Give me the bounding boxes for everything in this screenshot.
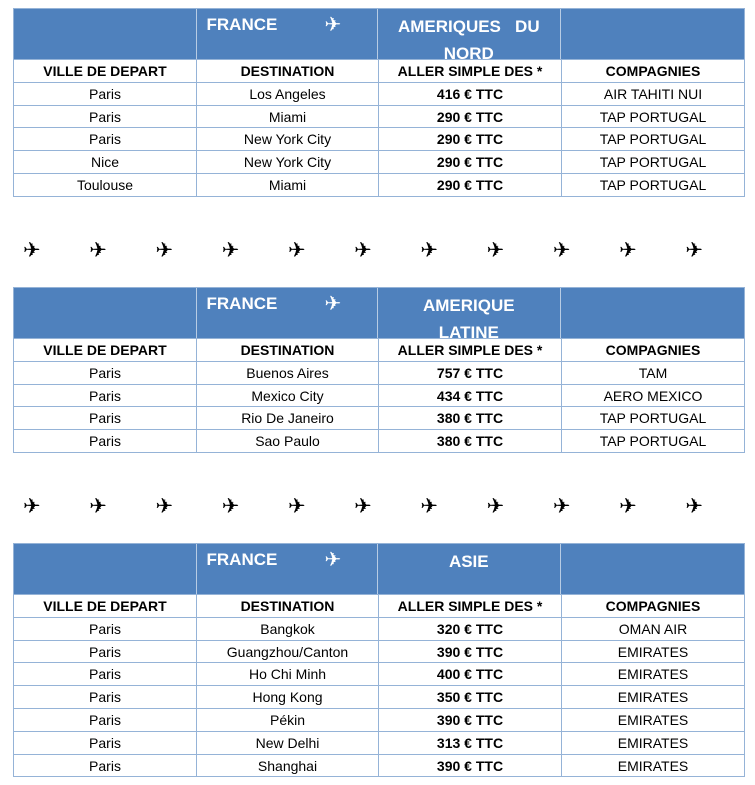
plane-icon: ✈ bbox=[685, 495, 703, 518]
table-asia bbox=[13, 543, 745, 777]
column-header-row bbox=[13, 595, 745, 618]
col-company: COMPAGNIES bbox=[561, 595, 745, 617]
plane-icon: ✈ bbox=[221, 495, 240, 518]
plane-icon: ✈ bbox=[420, 495, 439, 518]
plane-icon: ✈ bbox=[89, 495, 107, 518]
table-header bbox=[13, 8, 745, 63]
table-row: Paris Miami 290 € TTC TAP PORTUGAL bbox=[13, 106, 745, 129]
plane-icon: ✈ bbox=[420, 239, 439, 262]
region-label: AMERIQUES DU NORD bbox=[378, 9, 561, 59]
col-price: ALLER SIMPLE DES * bbox=[378, 595, 561, 617]
table-row: Paris Pékin 390 € TTC EMIRATES bbox=[13, 709, 745, 732]
origin-label: FRANCE bbox=[206, 294, 278, 313]
table-row: Paris Ho Chi Minh 400 € TTC EMIRATES bbox=[13, 663, 745, 686]
plane-icon: ✈ bbox=[685, 239, 703, 262]
plane-icon: ✈ bbox=[619, 239, 637, 262]
table-row: Paris New York City 290 € TTC TAP PORTUGAL bbox=[13, 128, 745, 151]
table-row: Paris Los Angeles 416 € TTC AIR TAHITI NUI bbox=[13, 83, 745, 106]
col-depart: VILLE DE DEPART bbox=[13, 60, 196, 82]
origin-label: FRANCE bbox=[206, 15, 278, 34]
plane-icon: ✈ bbox=[221, 239, 240, 262]
region-label: AMERIQUE LATINE bbox=[378, 288, 561, 338]
table-row: Paris Sao Paulo 380 € TTC TAP PORTUGAL bbox=[13, 430, 745, 453]
plane-icon: ✈ bbox=[354, 239, 372, 262]
plane-icon: ✈ bbox=[552, 239, 571, 262]
col-company: COMPAGNIES bbox=[561, 60, 745, 82]
table-row: Toulouse Miami 290 € TTC TAP PORTUGAL bbox=[13, 174, 745, 197]
column-header-row bbox=[13, 339, 745, 362]
table-latin-america bbox=[13, 287, 745, 453]
col-price: ALLER SIMPLE DES * bbox=[378, 60, 561, 82]
table-row: Paris Hong Kong 350 € TTC EMIRATES bbox=[13, 686, 745, 709]
col-destination: DESTINATION bbox=[196, 339, 378, 361]
plane-icon: ✈ bbox=[287, 495, 306, 518]
col-depart: VILLE DE DEPART bbox=[13, 339, 196, 361]
plane-icon: ✈ bbox=[486, 239, 505, 262]
table-header bbox=[13, 543, 745, 595]
plane-icon: ✈ bbox=[324, 14, 342, 36]
col-destination: DESTINATION bbox=[196, 60, 378, 82]
col-price: ALLER SIMPLE DES * bbox=[378, 339, 561, 361]
table-row: Paris Buenos Aires 757 € TTC TAM bbox=[13, 362, 745, 385]
region-label: ASIE bbox=[378, 544, 561, 594]
plane-icon: ✈ bbox=[354, 495, 372, 518]
plane-divider bbox=[23, 494, 703, 519]
table-row: Paris Bangkok 320 € TTC OMAN AIR bbox=[13, 618, 745, 641]
table-row: Paris Rio De Janeiro 380 € TTC TAP PORTUGAL bbox=[13, 407, 745, 430]
table-row: Paris Guangzhou/Canton 390 € TTC EMIRATES bbox=[13, 641, 745, 664]
col-depart: VILLE DE DEPART bbox=[13, 595, 196, 617]
plane-icon: ✈ bbox=[155, 495, 174, 518]
plane-icon: ✈ bbox=[23, 495, 41, 518]
plane-icon: ✈ bbox=[287, 239, 306, 262]
plane-icon: ✈ bbox=[486, 495, 505, 518]
plane-icon: ✈ bbox=[23, 239, 41, 262]
plane-icon: ✈ bbox=[552, 495, 571, 518]
plane-icon: ✈ bbox=[89, 239, 107, 262]
plane-icon: ✈ bbox=[324, 293, 342, 315]
col-destination: DESTINATION bbox=[196, 595, 378, 617]
table-row: Nice New York City 290 € TTC TAP PORTUGAL bbox=[13, 151, 745, 174]
table-row: Paris Shanghai 390 € TTC EMIRATES bbox=[13, 755, 745, 778]
plane-icon: ✈ bbox=[619, 495, 637, 518]
col-company: COMPAGNIES bbox=[561, 339, 745, 361]
table-north-america bbox=[13, 8, 745, 197]
table-row: Paris Mexico City 434 € TTC AERO MEXICO bbox=[13, 385, 745, 408]
origin-label: FRANCE bbox=[206, 550, 278, 569]
plane-icon: ✈ bbox=[155, 239, 174, 262]
plane-divider bbox=[23, 238, 703, 263]
plane-icon: ✈ bbox=[324, 549, 342, 571]
column-header-row bbox=[13, 60, 745, 83]
table-row: Paris New Delhi 313 € TTC EMIRATES bbox=[13, 732, 745, 755]
table-header bbox=[13, 287, 745, 342]
